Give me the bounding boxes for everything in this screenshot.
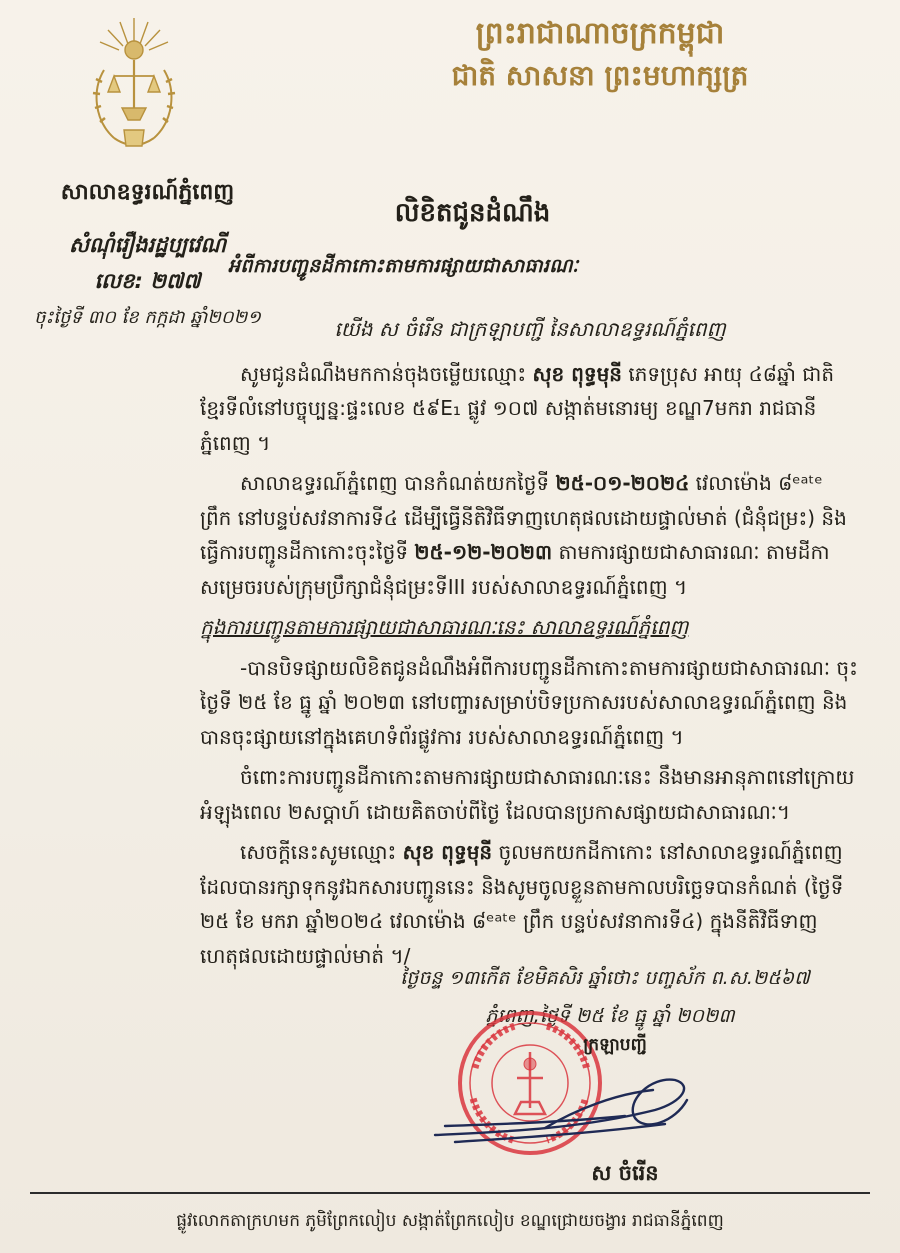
signer-name: ស ចំរើន xyxy=(591,1161,659,1185)
summons-date: ២៥-១២-២០២៣ xyxy=(414,540,553,564)
hearing-text-2: វេលាម៉ោង ៨ᵉᵃᵗᵉ ព្រឹក នៅបន្ទប់សវនាការទី៤ ដើម្បីធ្វើនីតិវិធីទាញហេតុផលដោយផ្ទាល់មាត់ (ជំនុំជម្រះ) និងធ្វើការបញ្ជូនដីកាកោះចុះថ្ងៃទី xyxy=(200,471,847,564)
defendant-name: សុខ ពុទ្ធមុនី xyxy=(532,361,622,386)
request-text-after-name: ចូលមកយកដីកាកោះ នៅសាលាឧទ្ធរណ៍ភ្នំពេញដែលបានរក្សាទុកនូវឯកសារបញ្ជូននេះ និងសូមចូលខ្លួនតាមកាលបរិច្ឆេទបានកំណត់ (ថ្ងៃទី ២៥ ខែ មករា ឆ្នាំ២០២៤ វេលាម៉ោង ៨ᵉᵃᵗᵉ ព្រឹក បន្ទប់សវនាការទី៤) ក្នុងនីតិវិធីទាញហេតុផលដោយផ្ទាល់មាត់ ។/ xyxy=(200,840,844,968)
signer-role: ក្រឡាបញ្ជី xyxy=(583,1035,647,1055)
paragraph-request xyxy=(200,835,860,973)
case-number: លេខ: ២៧៧ xyxy=(94,269,201,293)
lunar-date: ថ្ងៃចន្ទ ១៣កើត ខែមិគសិរ ឆ្នាំថោះ បញ្ចស័ក ព.ស.២៥៦៧ xyxy=(400,967,810,989)
footer-divider xyxy=(30,1192,870,1194)
paragraph-hearing xyxy=(200,466,860,604)
handwritten-signature xyxy=(425,1040,705,1150)
intro-line: យើង ស ចំរើន ជាក្រឡាបញ្ជី នៃសាលាឧទ្ធរណ៍ភ្នំពេញ xyxy=(334,317,726,341)
kingdom-title: ព្រះរាជាណាចក្រកម្ពុជា xyxy=(475,16,725,51)
case-subject: សំណុំរឿងរដ្ឋប្បវេណី xyxy=(68,233,227,257)
document-subtitle: អំពីការបញ្ជូនដីកាកោះតាមការផ្សាយជាសាធារណៈ xyxy=(228,255,579,277)
paragraph-effect: ចំពោះការបញ្ជូនដីកាកោះតាមការផ្សាយជាសាធារណៈនេះ នឹងមានអានុភាពនៅក្រោយអំឡុងពេល ២សប្តាហ៍ ដោយគិតចាប់ពីថ្ងៃ ដែលបានប្រកាសផ្សាយជាសាធារណៈ។ xyxy=(200,765,855,824)
request-text-before-name: សេចក្តីនេះសូមឈ្មោះ xyxy=(240,840,397,864)
court-emblem-icon xyxy=(84,10,184,160)
notice-text-after-name: ភេទប្រុស អាយុ ៤៨ឆ្នាំ ជាតិខ្មែរទីលំនៅបច្ចុប្បន្ន:ផ្ទះលេខ ៥៩E₁ ផ្លូវ ១០៧ សង្កាត់មនោរម្យ ខណ្ឌ7មករា រាជធានីភ្នំពេញ ។ xyxy=(200,361,835,455)
hearing-text-3: តាមការផ្សាយជាសាធារណៈ តាមដីកាសម្រេចរបស់ក្រុមប្រឹក្សាជំនុំជម្រះទីIII របស់សាលាឧទ្ធរណ៍ភ្នំពេញ ។ xyxy=(200,540,830,599)
hearing-text-1: សាលាឧទ្ធរណ៍ភ្នំពេញ បានកំណត់យកថ្ងៃទី xyxy=(240,471,550,495)
paragraph-notice xyxy=(200,357,860,461)
defendant-name-repeat: សុខ ពុទ្ធមុនី xyxy=(402,840,493,864)
paragraph-posting: -បានបិទផ្សាយលិខិតជូនដំណឹងអំពីការបញ្ជូនដីកាកោះតាមការផ្សាយជាសាធារណៈ ចុះថ្ងៃទី ២៥ ខែ ធ្នូ ឆ្នាំ ២០២៣ នៅបញ្ចារសម្រាប់បិទប្រកាសរបស់សាលាឧទ្ធរណ៍ភ្នំពេញ និងបានចុះផ្សាយនៅក្នុងគេហទំព័រផ្លូវការ របស់សាលាឧទ្ធរណ៍ភ្នំពេញ ។ xyxy=(200,655,858,749)
hearing-date: ២៥-០១-២០២៤ xyxy=(555,471,690,495)
signing-date: ភ្នំពេញ,ថ្ងៃទី ២៥ ខែ ធ្នូ ឆ្នាំ ២០២៣ xyxy=(485,1005,735,1027)
notice-text-before-name: សូមជូនដំណឹងមកកាន់ចុងចម្លើយឈ្មោះ xyxy=(240,361,527,386)
footer-address: ផ្លូវលោកតាក្រហមក ភូមិព្រែកលៀប សង្កាត់ព្រែកលៀប ខណ្ឌជ្រោយចង្វារ រាជធានីភ្នំពេញ xyxy=(176,1211,724,1231)
national-motto: ជាតិ សាសនា ព្រះមហាក្សត្រ xyxy=(451,59,749,92)
case-date: ចុះថ្ងៃទី ៣០ ខែ កក្កដា ឆ្នាំ២០២១ xyxy=(34,307,261,328)
letter-body xyxy=(200,312,860,979)
document-title: លិខិតជូនដំណឹង xyxy=(394,198,551,228)
court-name: សាលាឧទ្ធរណ៍ភ្នំពេញ xyxy=(60,180,235,205)
publication-heading: ក្នុងការបញ្ជូនតាមការផ្សាយជាសាធារណៈនេះ សាលាឧទ្ធរណ៍ភ្នំពេញ xyxy=(200,615,689,639)
